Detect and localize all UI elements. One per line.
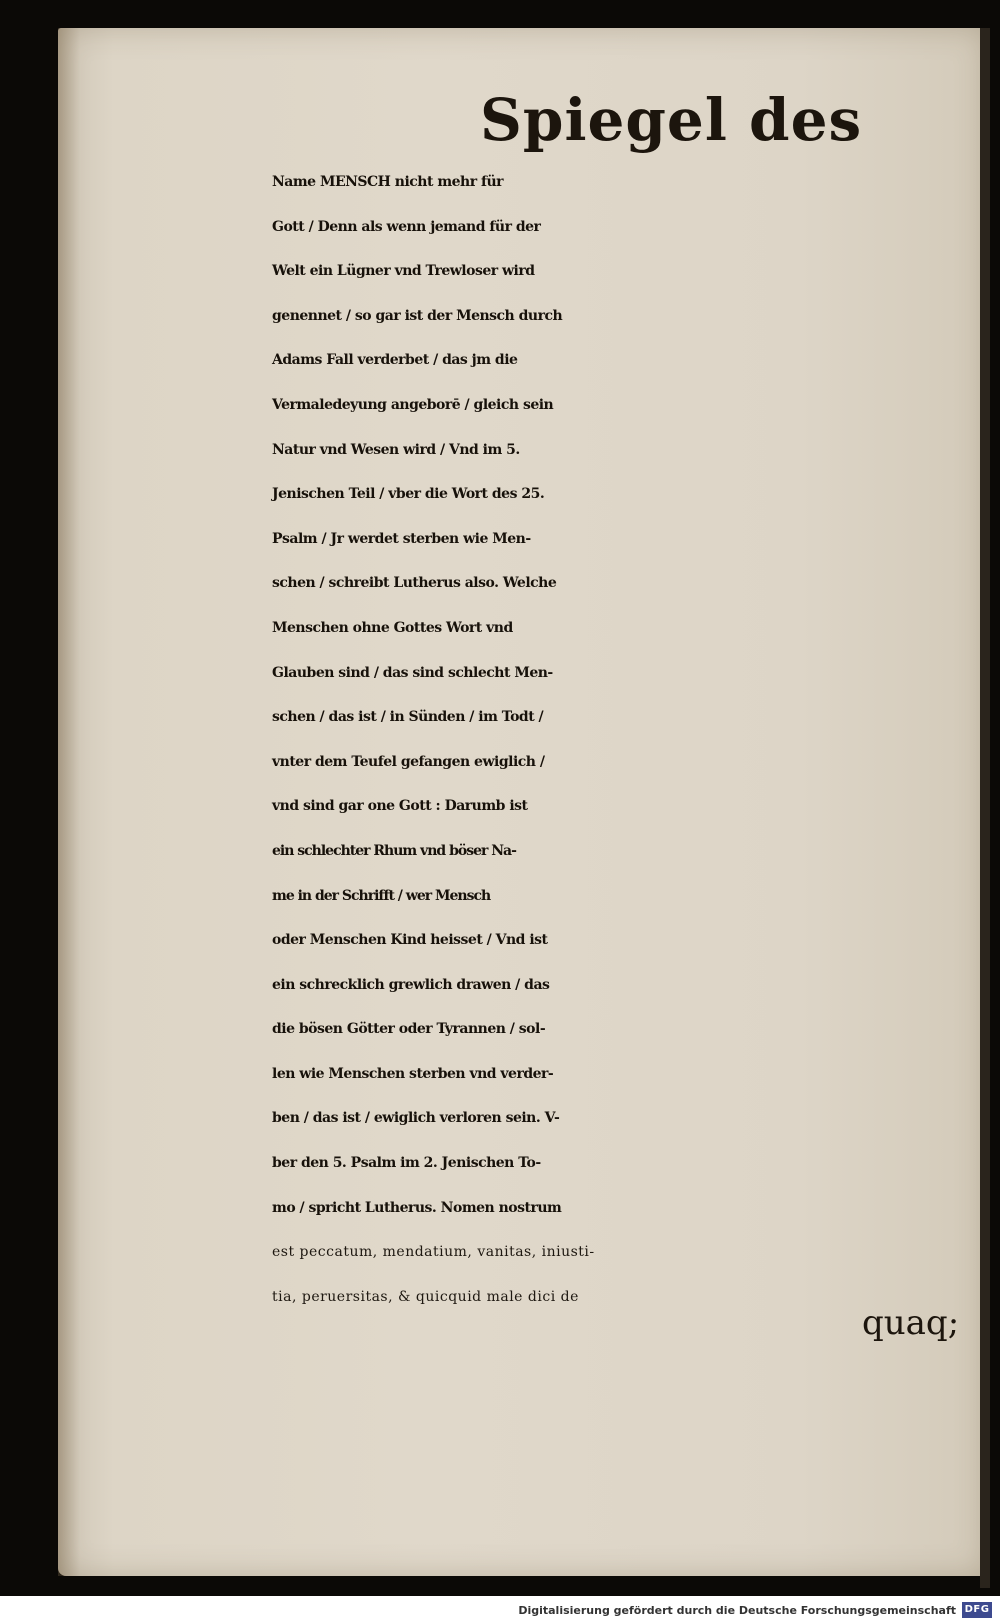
text-line: schen / schreibt Lutherus also. Welche [272, 575, 557, 592]
text-line: schen / das ist / in Sünden / im Todt / [272, 709, 544, 726]
dfg-logo: DFG [962, 1602, 992, 1618]
page-edge [980, 28, 990, 1588]
text-line: Jenischen Teil / vber die Wort des 25. [272, 486, 545, 503]
text-line: oder Menschen Kind heisset / Vnd ist [272, 932, 548, 949]
running-head: Spiegel des [480, 86, 863, 154]
text-line: Glauben sind / das sind schlecht Men- [272, 664, 553, 681]
text-line: ben / das ist / ewiglich verloren sein. V- [272, 1110, 560, 1127]
text-line: genennet / so gar ist der Mensch durch [272, 307, 563, 324]
text-line: vnter dem Teufel gefangen ewiglich / [272, 753, 545, 770]
footer-credit: Digitalisierung gefördert durch die Deutsche Forschungsgemeinschaft [518, 1604, 956, 1617]
text-line-large: ein schlechter Rhum vnd böser Na- [272, 842, 516, 859]
latin-line: est peccatum, mendatium, vanitas, iniusti- [272, 1244, 595, 1261]
text-line: ein schrecklich grewlich drawen / das [272, 976, 550, 993]
catchword: quaq; [862, 1303, 960, 1343]
text-line: mo / spricht Lutherus. Nomen nostrum [272, 1199, 562, 1216]
text-line-large: me in der Schrifft / wer Mensch [272, 887, 491, 904]
text-line: die bösen Götter oder Tyrannen / sol- [272, 1021, 546, 1038]
text-line: Natur vnd Wesen wird / Vnd im 5. [272, 441, 520, 458]
text-line: Menschen ohne Gottes Wort vnd [272, 619, 513, 636]
text-line: Psalm / Jr werdet sterben wie Men- [272, 530, 531, 547]
text-line: Adams Fall verderbet / das jm die [272, 352, 518, 369]
text-line: Name MENSCH nicht mehr für [272, 174, 504, 190]
text-line: ber den 5. Psalm im 2. Jenischen To- [272, 1155, 541, 1172]
text-block [272, 160, 972, 1319]
latin-line: tia, peruersitas, & quicquid male dici de [272, 1288, 579, 1305]
text-line: Vermaledeyung angeborē / gleich sein [272, 396, 554, 413]
text-line: Gott / Denn als wenn jemand für der [272, 218, 541, 235]
text-line: Welt ein Lügner vnd Trewloser wird [272, 263, 535, 280]
page-gutter-shadow [58, 28, 80, 1576]
text-line: vnd sind gar one Gott : Darumb ist [272, 798, 528, 815]
text-line: len wie Menschen sterben vnd verder- [272, 1065, 554, 1082]
